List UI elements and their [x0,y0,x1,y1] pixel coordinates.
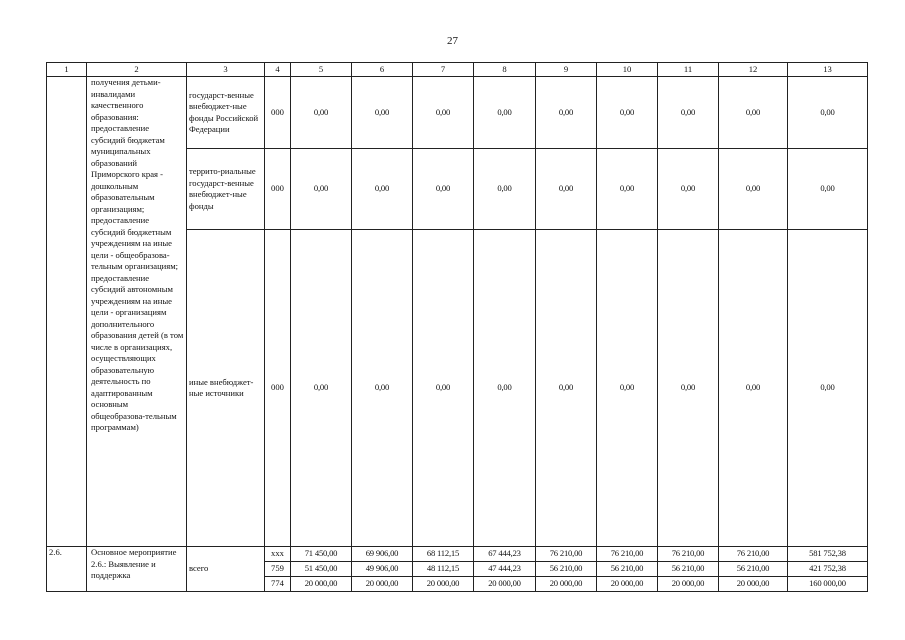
column-header: 1 [47,63,87,77]
value-cell: 20 000,00 [597,577,658,592]
value-cell: 0,00 [788,230,868,547]
funding-source: государст-венные внебюджет-ные фонды Российской Федерации [187,77,265,149]
value-cell: 20 000,00 [719,577,788,592]
value-cell: 421 752,38 [788,562,868,577]
value-cell: 0,00 [658,77,719,149]
funding-source: террито-риальные государст-венные внебюджет-ные фонды [187,149,265,230]
budget-code: 000 [265,230,291,547]
value-cell: 0,00 [597,149,658,230]
table-row [47,547,868,562]
section-description: Основное мероприятие 2.6.: Выявление и поддержка [87,547,187,592]
budget-table [46,62,868,592]
value-cell: 0,00 [291,77,352,149]
value-cell: 76 210,00 [658,547,719,562]
value-cell: 49 906,00 [352,562,413,577]
value-cell: 0,00 [291,230,352,547]
value-cell: 0,00 [536,230,597,547]
value-cell: 20 000,00 [413,577,474,592]
value-cell: 47 444,23 [474,562,536,577]
value-cell: 581 752,38 [788,547,868,562]
value-cell: 0,00 [474,230,536,547]
value-cell: 69 906,00 [352,547,413,562]
funding-source: иные внебюджет-ные источники [187,230,265,547]
row-number-cell [47,77,87,547]
budget-code: 774 [265,577,291,592]
value-cell: 0,00 [413,149,474,230]
column-header: 4 [265,63,291,77]
budget-code: ххх [265,547,291,562]
value-cell: 56 210,00 [719,562,788,577]
column-header: 8 [474,63,536,77]
column-header: 6 [352,63,413,77]
value-cell: 0,00 [719,230,788,547]
value-cell: 76 210,00 [536,547,597,562]
value-cell: 0,00 [352,230,413,547]
value-cell: 0,00 [788,149,868,230]
value-cell: 56 210,00 [536,562,597,577]
value-cell: 0,00 [536,149,597,230]
funding-source: всего [187,547,265,592]
value-cell: 0,00 [413,77,474,149]
value-cell: 20 000,00 [658,577,719,592]
page-number: 27 [447,35,458,47]
value-cell: 0,00 [658,230,719,547]
table-header-row [47,63,868,77]
column-header: 10 [597,63,658,77]
table-row [47,77,868,149]
value-cell: 67 444,23 [474,547,536,562]
value-cell: 20 000,00 [352,577,413,592]
column-header: 5 [291,63,352,77]
value-cell: 0,00 [719,149,788,230]
value-cell: 68 112,15 [413,547,474,562]
value-cell: 56 210,00 [597,562,658,577]
column-header: 9 [536,63,597,77]
value-cell: 71 450,00 [291,547,352,562]
budget-code: 759 [265,562,291,577]
column-header: 7 [413,63,474,77]
activity-description: получения детьми-инвалидами качественного образования: предоставление субсидий бюджетам муниципальных образований Приморского края - дошкольным образовательным организациям; предоставление субсидий бюджетным учреждениям на иные цели - общеобразова-тельным организациям; предоставление субсидий автономным учреждениям на иные цели - организациям дополнительного образования детей (в том числе в организациях, осуществляющих образовательную деятельность по адаптированным основным общеобразова-тельным программам) [87,77,187,547]
column-header: 2 [87,63,187,77]
budget-code: 000 [265,149,291,230]
value-cell: 0,00 [474,77,536,149]
column-header: 3 [187,63,265,77]
value-cell: 0,00 [597,77,658,149]
value-cell: 0,00 [536,77,597,149]
value-cell: 56 210,00 [658,562,719,577]
value-cell: 76 210,00 [597,547,658,562]
value-cell: 0,00 [352,149,413,230]
value-cell: 51 450,00 [291,562,352,577]
value-cell: 20 000,00 [291,577,352,592]
value-cell: 76 210,00 [719,547,788,562]
value-cell: 48 112,15 [413,562,474,577]
value-cell: 0,00 [291,149,352,230]
value-cell: 0,00 [658,149,719,230]
column-header: 12 [719,63,788,77]
value-cell: 0,00 [788,77,868,149]
column-header: 11 [658,63,719,77]
column-header: 13 [788,63,868,77]
value-cell: 20 000,00 [536,577,597,592]
value-cell: 20 000,00 [474,577,536,592]
value-cell: 0,00 [352,77,413,149]
value-cell: 0,00 [474,149,536,230]
value-cell: 160 000,00 [788,577,868,592]
value-cell: 0,00 [597,230,658,547]
value-cell: 0,00 [413,230,474,547]
section-number: 2.6. [47,547,87,592]
budget-code: 000 [265,77,291,149]
value-cell: 0,00 [719,77,788,149]
